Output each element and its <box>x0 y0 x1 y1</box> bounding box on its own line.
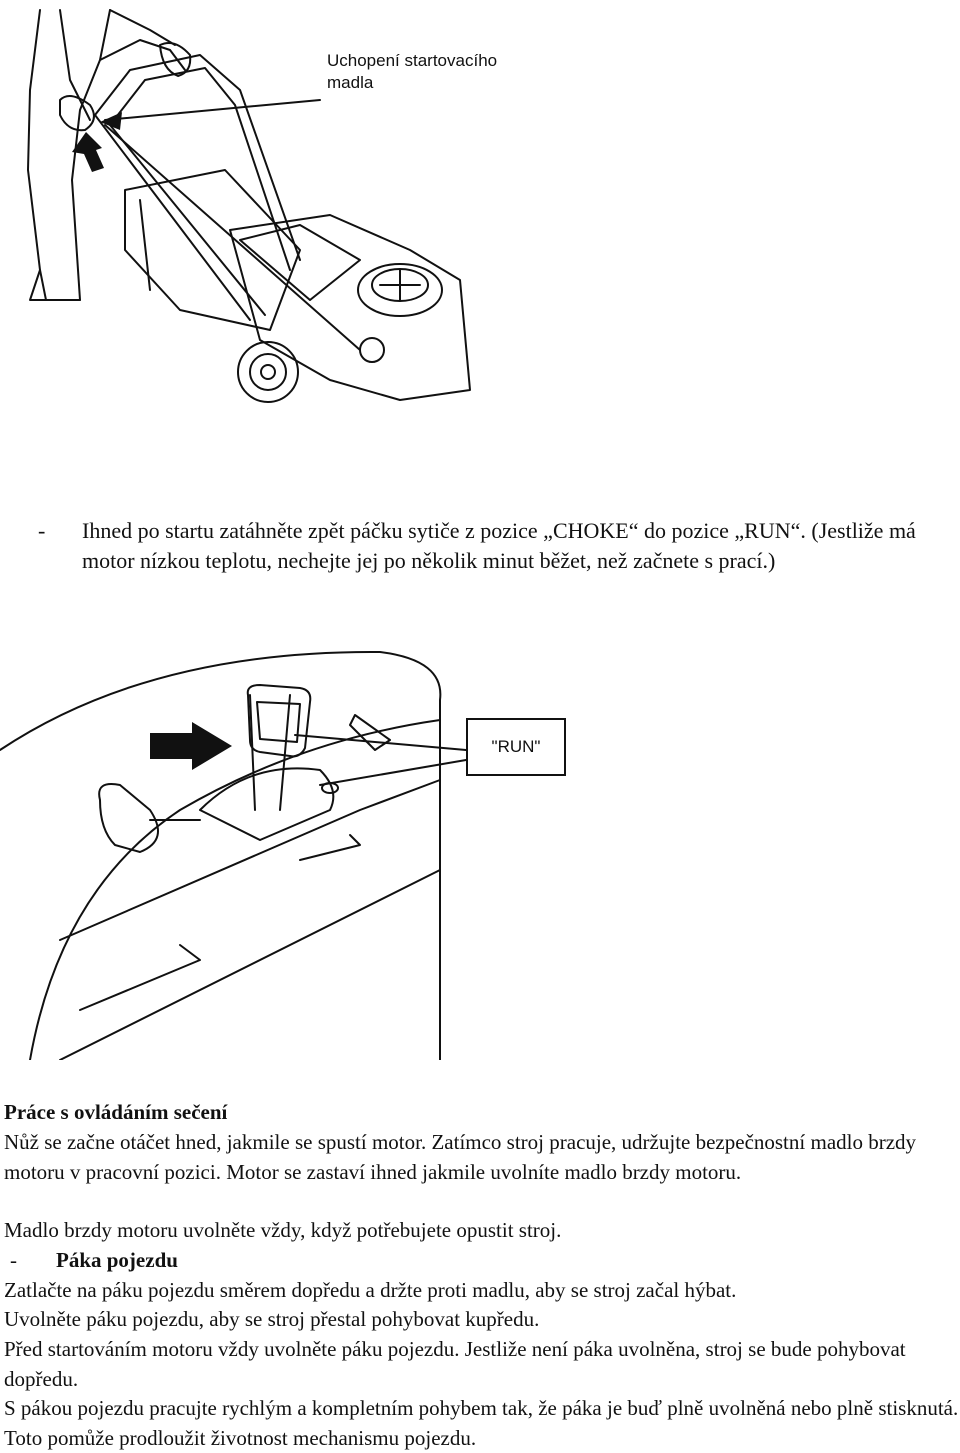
choke-lever-illustration <box>0 640 600 1060</box>
paragraph-before-start: Před startováním motoru vždy uvolněte páku pojezdu. Jestliže není páka uvolněna, stroj se bude pohybovat dopředu. <box>4 1337 906 1391</box>
callout-line-1: Uchopení startovacího <box>327 51 498 70</box>
paragraph-release-lever: Uvolněte páku pojezdu, aby se stroj přestal pohybovat kupředu. <box>4 1307 540 1331</box>
paragraph-push-lever: Zatlačte na páku pojezdu směrem dopředu a držte proti madlu, aby se stroj začal hýbat. <box>4 1278 737 1302</box>
paragraph-release-brake: Madlo brzdy motoru uvolněte vždy, když potřebujete opustit stroj. <box>4 1218 562 1242</box>
callout-line-2: madla <box>327 73 374 92</box>
run-position-label: "RUN" <box>466 718 566 776</box>
starter-handle-callout <box>327 50 527 94</box>
paragraph-blade-start: Nůž se začne otáčet hned, jakmile se spustí motor. Zatímco stroj pracuje, udržujte bezpečnostní madlo brzdy motoru v pracovní pozici. Motor se zastaví ihned jakmile uvolníte madlo brzdy motoru. <box>4 1130 917 1184</box>
paragraph-lever-motion: S pákou pojezdu pracujte rychlým a kompletním pohybem tak, že páka je buď plně uvolněná nebo plně stisknutá. Toto pomůže prodloužit životnost mechanismu pojezdu. <box>4 1396 959 1450</box>
subheading-drive-lever <box>4 1246 960 1276</box>
subheading-text: Páka pojezdu <box>56 1248 178 1272</box>
section-heading: Práce s ovládáním sečení <box>4 1100 228 1124</box>
subheading-dash: - <box>10 1248 17 1272</box>
bullet-dash: - <box>38 518 46 543</box>
choke-instruction-text: Ihned po startu zatáhněte zpět páčku sytiče z pozice „CHOKE“ do pozice „RUN“. (Jestliže má motor nízkou teplotu, nechejte jej po několik minut běžet, než začnete s prací.) <box>82 518 916 573</box>
